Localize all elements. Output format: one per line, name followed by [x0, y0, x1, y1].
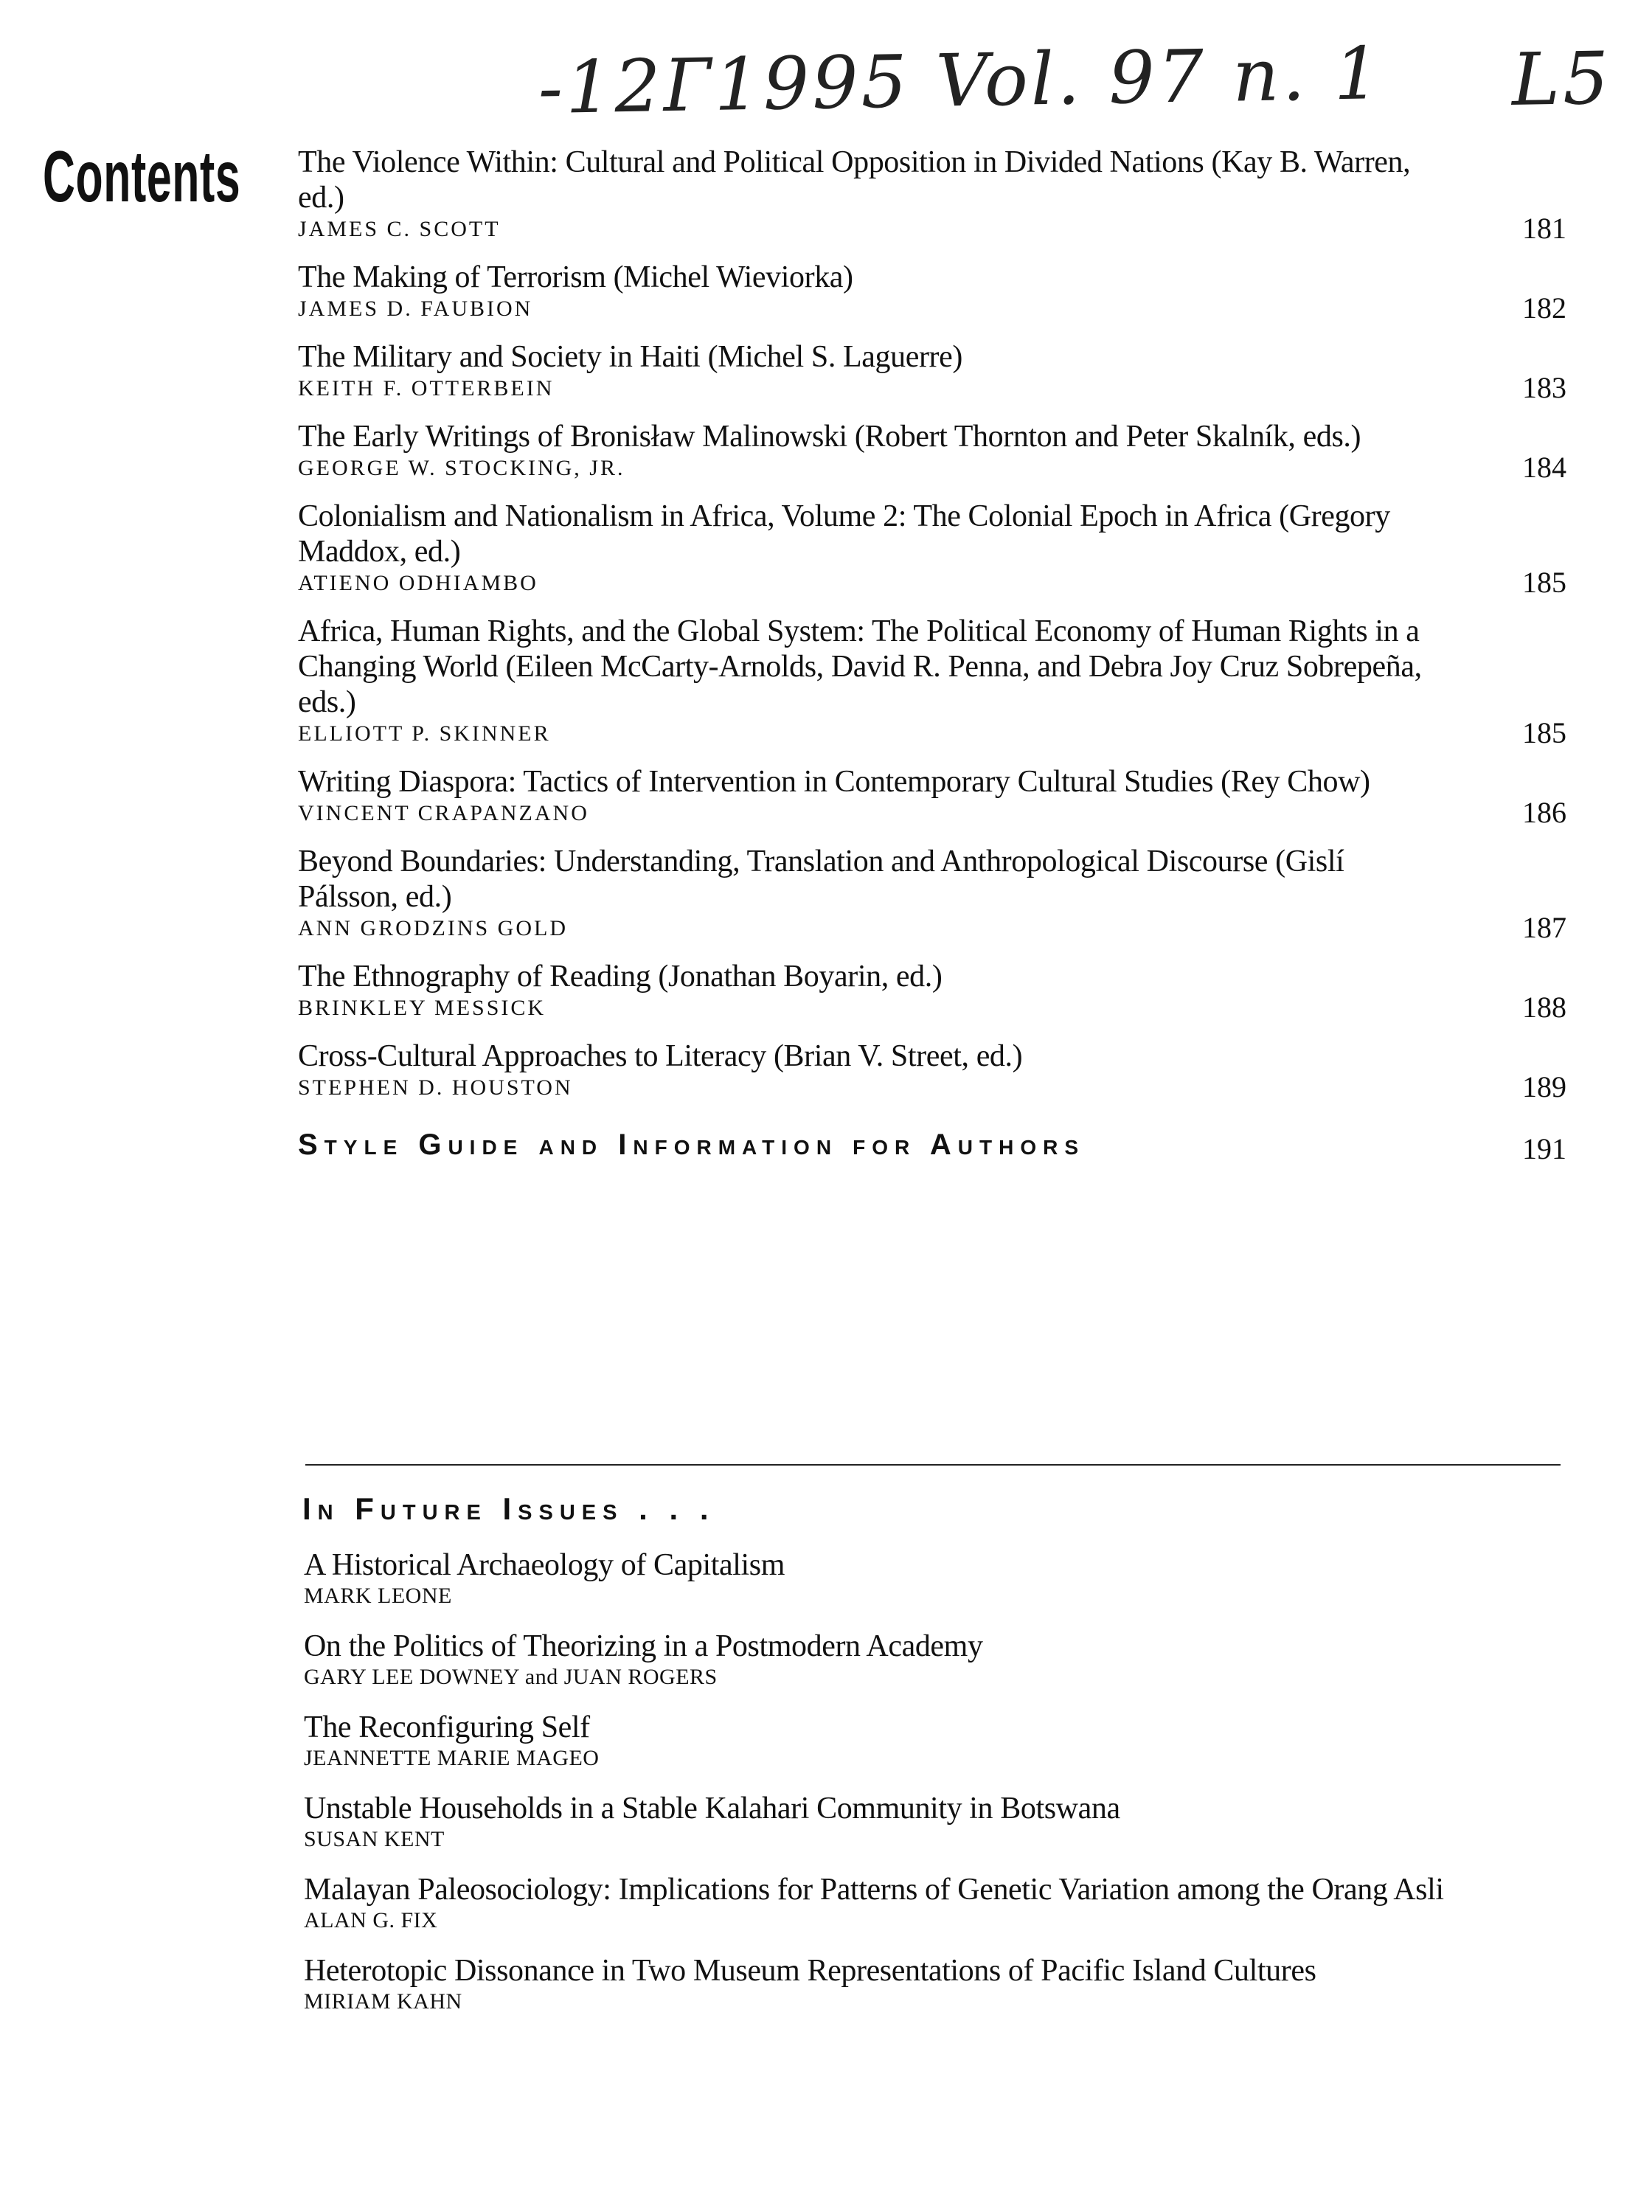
future-issue-title: On the Politics of Theorizing in a Postmodern Academy [304, 1629, 983, 1663]
style-guide-entry [298, 1128, 1566, 1173]
future-issue-title: Malayan Paleosociology: Implications for Patterns of Genetic Variation among the Orang Asli [304, 1873, 1444, 1907]
entry-page-number: 187 [1522, 911, 1566, 944]
entry-author: ATIENO ODHIAMBO [298, 571, 538, 595]
future-issue-item [304, 1953, 1572, 2015]
entry-author: BRINKLEY MESSICK [298, 996, 546, 1020]
entry-title: The Making of Terrorism (Michel Wieviorka) [298, 260, 853, 294]
future-issue-author: JEANNETTE MARIE MAGEO [304, 1746, 600, 1770]
contents-entry [298, 339, 1566, 403]
handwritten-note [538, 27, 1645, 157]
handwritten-note-left: -12Г1995 Vol. 97 n. 1 [537, 32, 1384, 131]
contents-entry [298, 260, 1566, 323]
entry-author: GEORGE W. STOCKING, JR. [298, 456, 625, 480]
contents-list [298, 145, 1566, 1173]
entry-author: KEITH F. OTTERBEIN [298, 376, 555, 401]
future-issue-title: Unstable Households in a Stable Kalahari Community in Botswana [304, 1792, 1120, 1826]
style-guide-page-number: 191 [1522, 1132, 1566, 1165]
future-issue-item [304, 1872, 1572, 1934]
entry-page-number: 181 [1522, 212, 1566, 245]
entry-title: The Violence Within: Cultural and Political Opposition in Divided Nations (Kay B. Warren, ed.) [298, 145, 1411, 215]
future-issue-author: SUSAN KENT [304, 1827, 445, 1851]
entry-page-number: 182 [1522, 291, 1566, 325]
contents-entry [298, 614, 1566, 748]
entry-title: Africa, Human Rights, and the Global System: The Political Economy of Human Rights in a Changing World (Eileen McCarty-Arnolds, David R. Penna, and Debra Joy Cruz Sobrepeña, eds.) [298, 614, 1422, 719]
future-issues-heading: In Future Issues . . . [302, 1491, 715, 1526]
entry-page-number: 185 [1522, 566, 1566, 599]
entry-page-number: 183 [1522, 371, 1566, 404]
entry-title: Colonialism and Nationalism in Africa, Volume 2: The Colonial Epoch in Africa (Gregory Maddox, ed.) [298, 499, 1390, 569]
entry-author: VINCENT CRAPANZANO [298, 801, 589, 825]
future-issue-author: ALAN G. FIX [304, 1908, 438, 1932]
entry-page-number: 184 [1522, 451, 1566, 484]
entry-page-number: 185 [1522, 716, 1566, 749]
future-issue-author: GARY LEE DOWNEY and JUAN ROGERS [304, 1665, 718, 1689]
entry-title: Writing Diaspora: Tactics of Intervention in Contemporary Cultural Studies (Rey Chow) [298, 765, 1370, 799]
entry-title: Cross-Cultural Approaches to Literacy (Brian V. Street, ed.) [298, 1039, 1023, 1073]
contents-entry [298, 764, 1566, 828]
entry-author: ELLIOTT P. SKINNER [298, 721, 551, 746]
contents-title: Contents [43, 136, 241, 217]
contents-entry [298, 844, 1566, 943]
contents-entry [298, 959, 1566, 1022]
entry-author: JAMES C. SCOTT [298, 217, 501, 241]
future-issue-author: MARK LEONE [304, 1584, 452, 1608]
future-issue-author: MIRIAM KAHN [304, 1989, 462, 2014]
contents-entry [298, 1039, 1566, 1102]
future-issue-item [304, 1547, 1572, 1609]
future-issue-title: The Reconfiguring Self [304, 1710, 590, 1744]
section-divider [305, 1464, 1561, 1466]
style-guide-label: Style Guide and Information for Authors [298, 1128, 1085, 1161]
entry-title: The Ethnography of Reading (Jonathan Boyarin, ed.) [298, 960, 943, 994]
contents-entry [298, 145, 1566, 243]
entry-author: JAMES D. FAUBION [298, 297, 533, 321]
future-issue-item [304, 1791, 1572, 1853]
entry-page-number: 186 [1522, 796, 1566, 829]
entry-title: Beyond Boundaries: Understanding, Translation and Anthropological Discourse (Gislí Pálsson, ed.) [298, 845, 1344, 914]
entry-page-number: 189 [1522, 1070, 1566, 1103]
future-issue-title: Heterotopic Dissonance in Two Museum Representations of Pacific Island Cultures [304, 1954, 1316, 1988]
entry-title: The Military and Society in Haiti (Michel S. Laguerre) [298, 340, 962, 374]
contents-entry [298, 499, 1566, 597]
future-issues-list [304, 1547, 1572, 2034]
future-issue-item [304, 1710, 1572, 1772]
handwritten-note-right: L5 [1510, 36, 1613, 123]
entry-page-number: 188 [1522, 991, 1566, 1024]
entry-title: The Early Writings of Bronisław Malinowski (Robert Thornton and Peter Skalník, eds.) [298, 420, 1361, 454]
entry-author: ANN GRODZINS GOLD [298, 916, 568, 940]
contents-entry [298, 419, 1566, 482]
future-issue-title: A Historical Archaeology of Capitalism [304, 1548, 785, 1582]
future-issue-item [304, 1629, 1572, 1691]
entry-author: STEPHEN D. HOUSTON [298, 1075, 573, 1100]
